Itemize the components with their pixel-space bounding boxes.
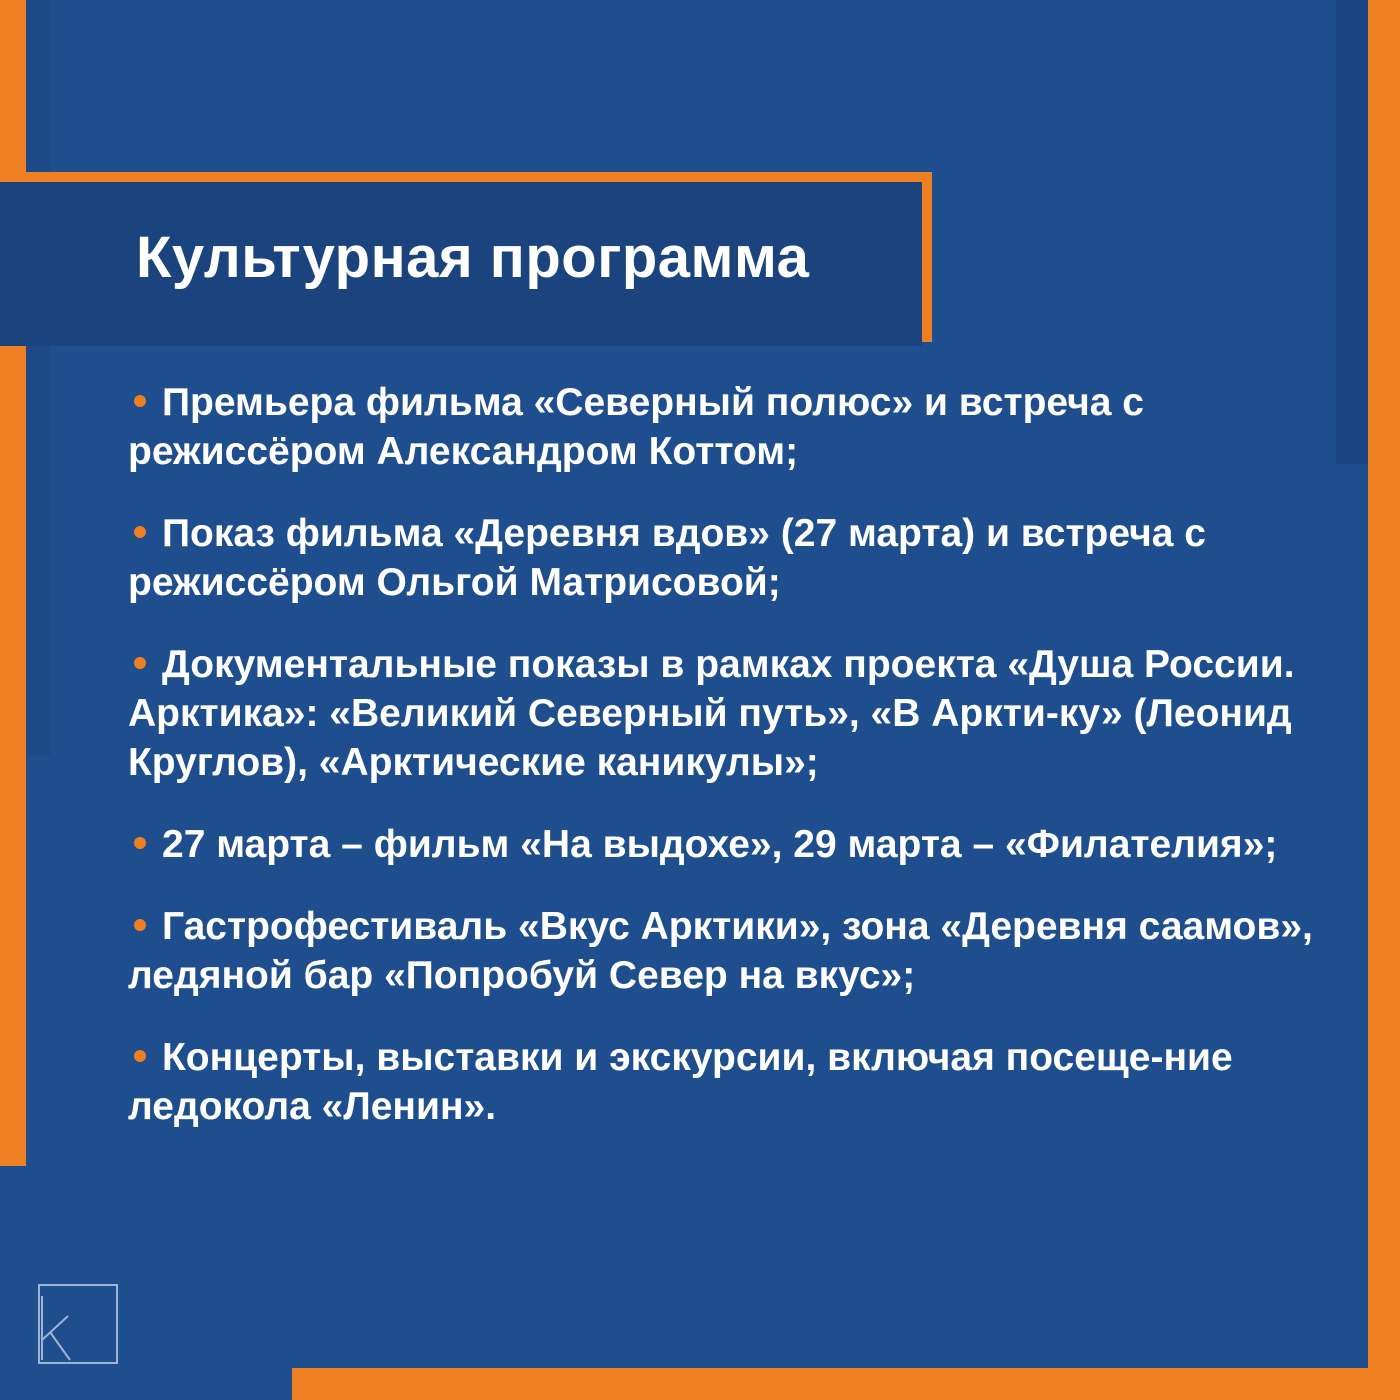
list-item [128, 378, 1358, 476]
list-item [128, 902, 1358, 1000]
list-item-text: Премьера фильма «Северный полюс» и встреча с режиссёром Александром Коттом; [128, 381, 1144, 473]
page-title: Культурная программа [136, 225, 810, 290]
right-orange-bar [1368, 0, 1400, 1400]
bullet-icon [134, 395, 146, 407]
bottom-orange-bar [292, 1368, 1400, 1400]
left-decor-strip [26, 0, 50, 756]
list-item [128, 820, 1358, 869]
bullet-icon [134, 1050, 146, 1062]
list-item-text: Документальные показы в рамках проекта «Душа России. Арктика»: «Великий Северный путь», «В Аркти-ку» (Леонид Круглов), «Арктические каникулы»; [128, 643, 1295, 784]
bullet-icon [134, 657, 146, 669]
bullet-icon [134, 526, 146, 538]
bullet-icon [134, 919, 146, 931]
bottom-decor-strip [292, 1350, 1368, 1368]
program-list [128, 378, 1358, 1164]
list-item [128, 640, 1358, 787]
list-item-text: 27 марта – фильм «На выдохе», 29 марта – «Филателия»; [162, 823, 1278, 866]
list-item-text: Концерты, выставки и экскурсии, включая посеще-ние ледокола «Ленин». [128, 1036, 1233, 1128]
list-item [128, 509, 1358, 607]
list-item [128, 1033, 1358, 1131]
list-item-text: Гастрофестиваль «Вкус Арктики», зона «Деревня саамов», ледяной бар «Попробуй Север на вкус»; [128, 905, 1313, 997]
k-logo-icon [38, 1284, 118, 1364]
list-item-text: Показ фильма «Деревня вдов» (27 марта) и встреча с режиссёром Ольгой Матрисовой; [128, 512, 1206, 604]
bullet-icon [134, 837, 146, 849]
